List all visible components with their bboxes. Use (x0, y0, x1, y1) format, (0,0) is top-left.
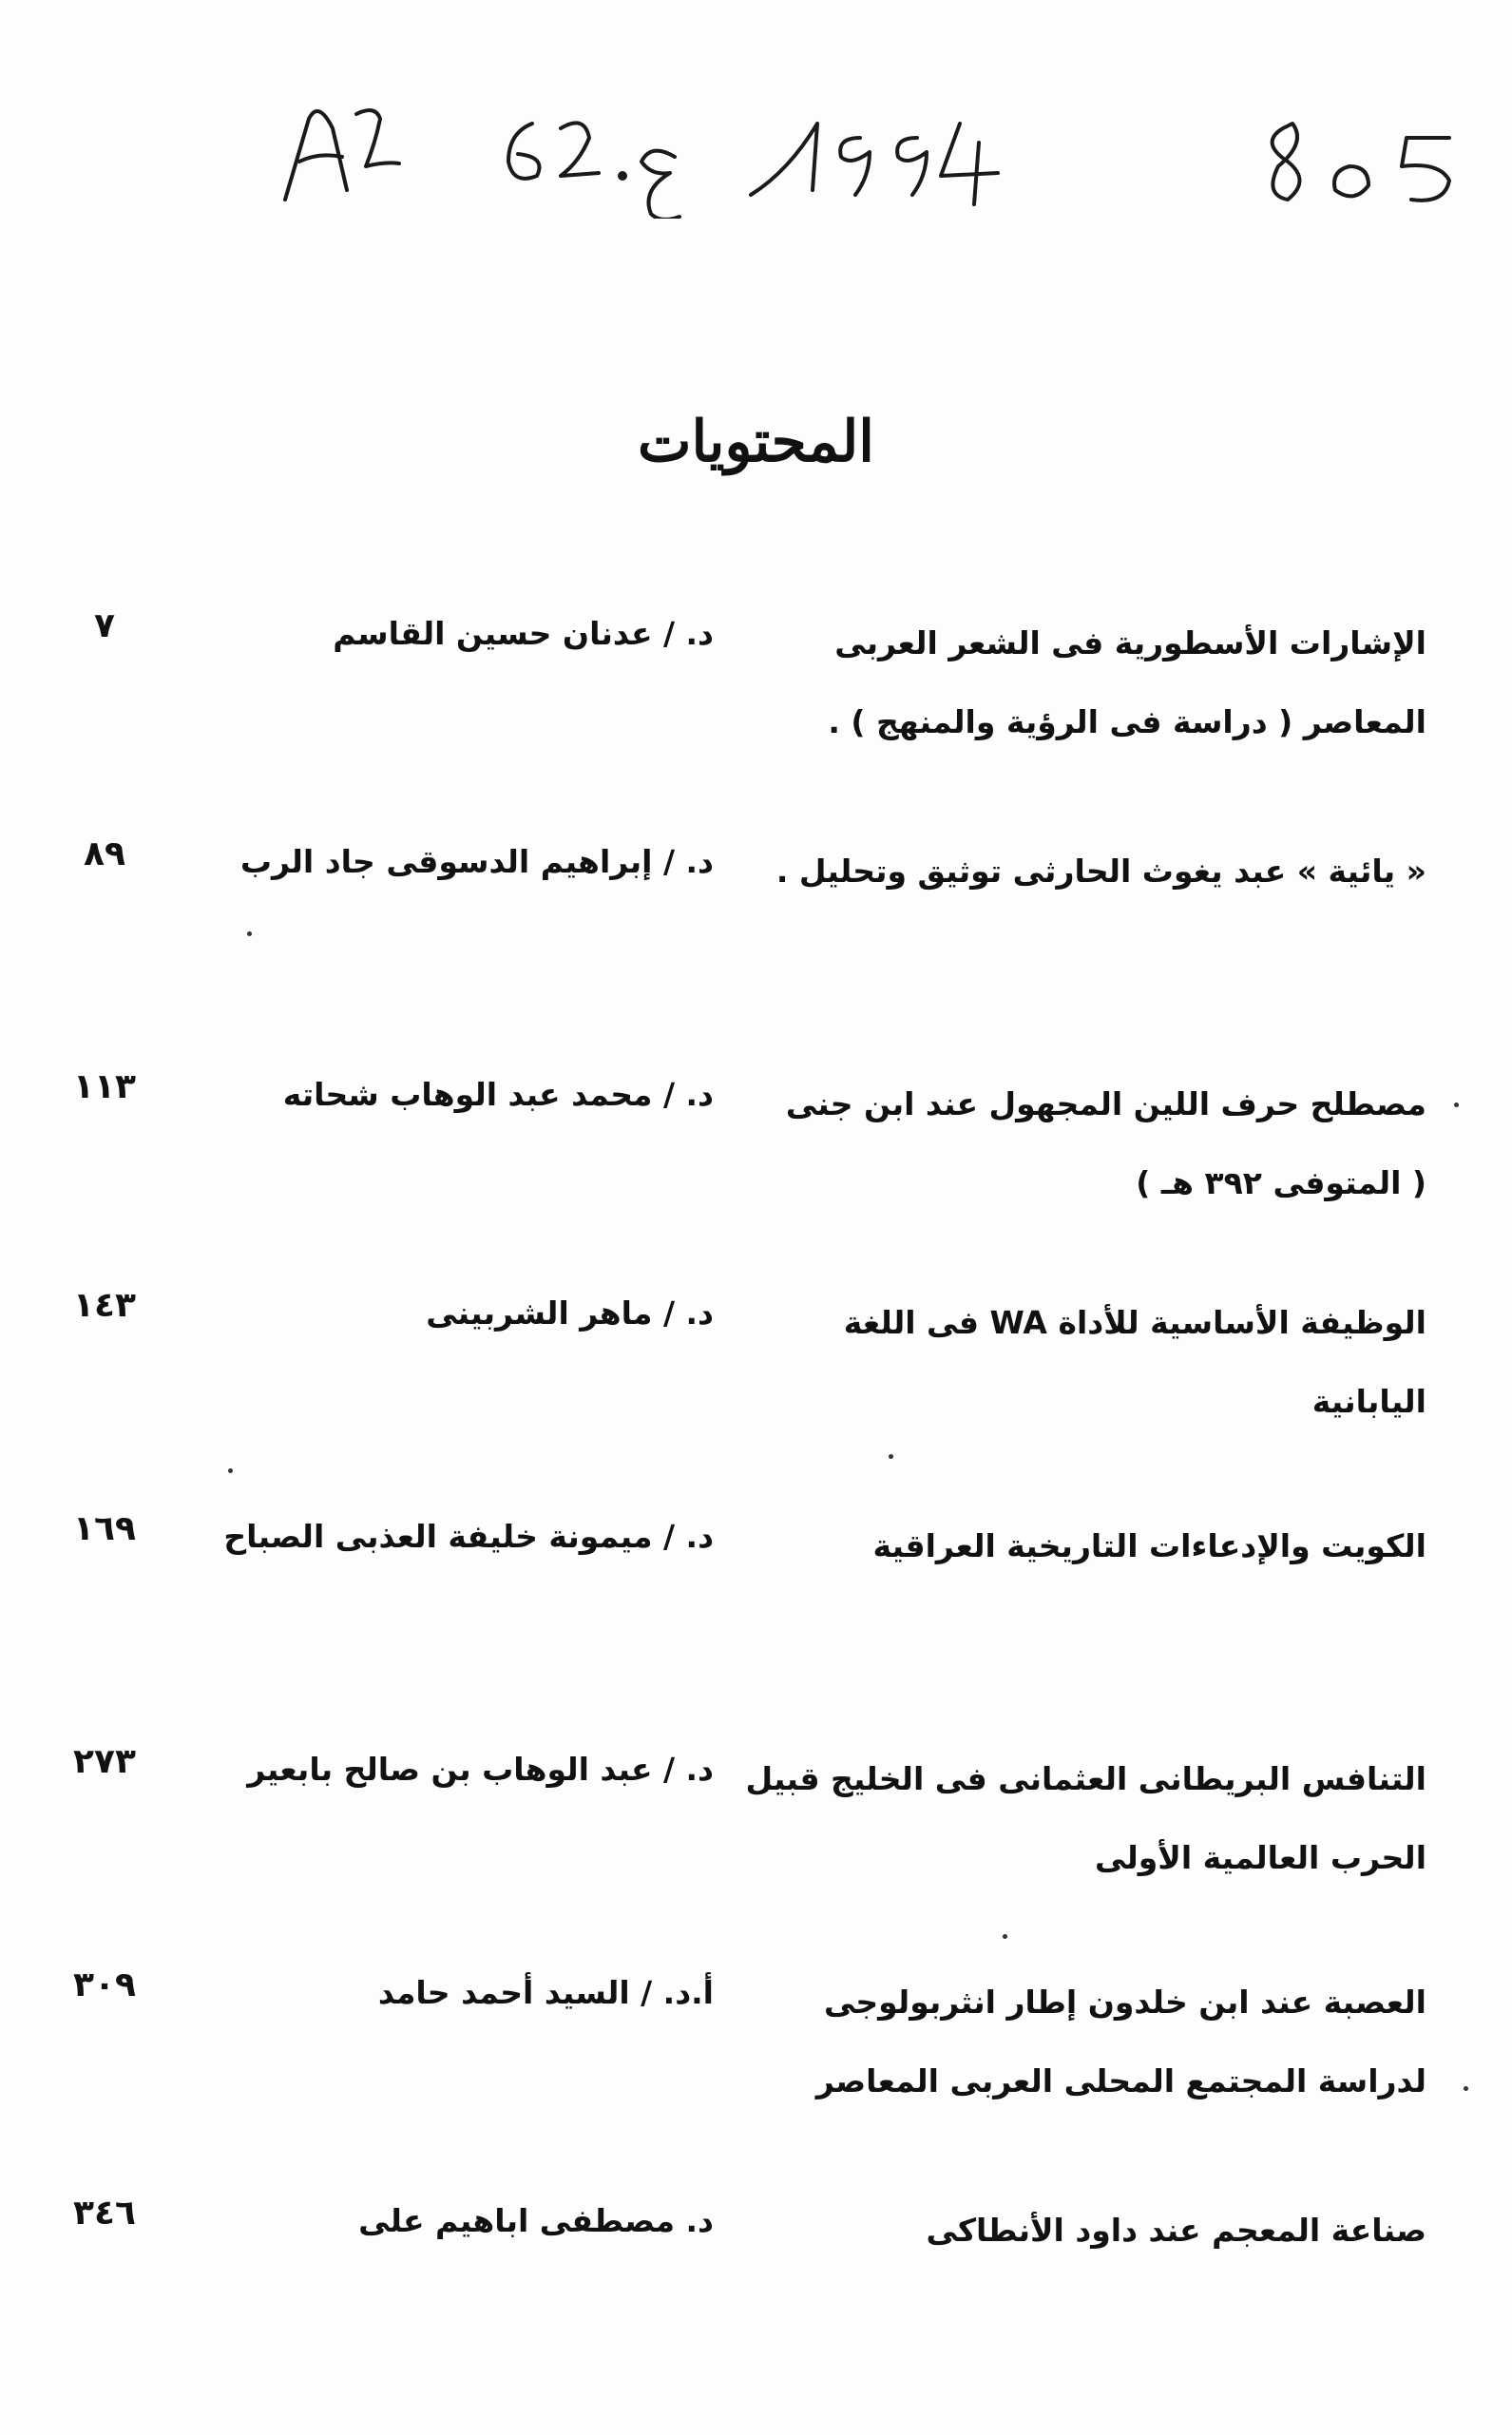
entry-page-number: ٨٩ (84, 834, 125, 873)
entry-author: د. / إبراهيم الدسوقى جاد الرب (239, 843, 714, 880)
entry-author: أ.د. / السيد أحمد حامد (377, 1974, 714, 2011)
scan-speck (1454, 1102, 1459, 1107)
entry-page-number: ١١٣ (73, 1067, 136, 1106)
entry-page-number: ٣٤٦ (73, 2194, 136, 2233)
entry-title (742, 851, 1426, 893)
entry-title (742, 1302, 1426, 1423)
entry-author: د. / عبد الوهاب بن صالح بابعير (247, 1751, 714, 1788)
entry-title (742, 1083, 1426, 1204)
entry-title (742, 1758, 1426, 1879)
entry-author: د. مصطفى اباهيم على (358, 2202, 714, 2239)
scan-speck (1464, 2086, 1468, 2091)
entry-page-number: ٧ (94, 606, 115, 645)
page-title: المحتويات (638, 409, 874, 475)
entry-title-line: العصبة عند ابن خلدون إطار انثربولوجى (823, 1984, 1426, 2021)
entry-page-number: ٢٧٣ (73, 1742, 136, 1781)
entry-title-line: الإشارات الأسطورية فى الشعر العربى (834, 624, 1426, 661)
entry-title-line: الكويت والإدعاءات التاريخية العراقية (872, 1527, 1426, 1564)
entry-title-line: ( المتوفى ٣٩٢ هـ ) (1136, 1163, 1426, 1201)
entry-title-line: اليابانية (1311, 1382, 1426, 1420)
scan-speck (247, 931, 252, 936)
scan-speck (228, 1468, 233, 1473)
entry-author: د. / عدنان حسين القاسم (333, 615, 714, 652)
entry-author: د. / ماهر الشربينى (426, 1294, 714, 1332)
entry-title-line: صناعة المعجم عند داود الأنطاكى (926, 2212, 1426, 2249)
scan-speck (889, 1454, 893, 1459)
scan-speck (1003, 1934, 1007, 1939)
entry-title (742, 1982, 1426, 2102)
handwritten-note (276, 86, 1492, 219)
entry-page-number: ١٦٩ (73, 1509, 136, 1548)
entry-title-line: الوظيفة الأساسية للأداة WA فى اللغة (843, 1304, 1426, 1341)
entry-title (742, 2210, 1426, 2253)
entry-title (742, 1525, 1426, 1568)
entry-page-number: ٣٠٩ (73, 1965, 136, 2004)
entry-title-line: المعاصر ( دراسة فى الرؤية والمنهج ) . (828, 702, 1426, 740)
entry-title-line: لدراسة المجتمع المحلى العربى المعاصر (815, 2061, 1426, 2099)
entry-title-line: مصطلح حرف اللين المجهول عند ابن جنى (785, 1085, 1426, 1122)
handwritten-note-drawing (276, 86, 1492, 219)
entry-title-line: التنافس البريطانى العثمانى فى الخليج قبيل (745, 1760, 1426, 1797)
entry-title-line: « يائية » عبد يغوث الحارثى توثيق وتحليل . (775, 853, 1426, 890)
entry-title (742, 623, 1426, 743)
entry-title-line: الحرب العالمية الأولى (1094, 1838, 1426, 1876)
entry-page-number: ١٤٣ (73, 1286, 136, 1325)
entry-author: د. / ميمونة خليفة العذبى الصباح (223, 1518, 714, 1555)
entry-author: د. / محمد عبد الوهاب شحاته (282, 1076, 714, 1113)
